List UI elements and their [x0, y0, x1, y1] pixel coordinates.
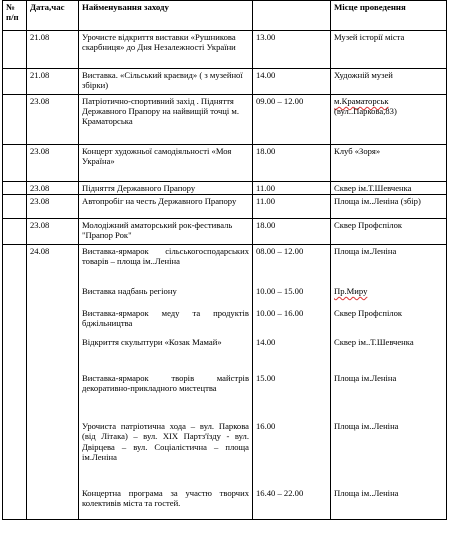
- table-row: [3, 145, 447, 182]
- header-row: [3, 1, 447, 31]
- row-time: 09.00 – 12.00: [253, 95, 331, 145]
- row-place: Сквер ім.Т.Шевченка: [331, 182, 447, 195]
- list-item-event: Виставка-ярмарок меду та продуктів бджільництва: [82, 308, 249, 329]
- list-item-place: Площа ім..Леніна: [334, 421, 399, 432]
- row-date: 21.08: [27, 31, 79, 69]
- row-time: 11.00: [253, 182, 331, 195]
- row-place-list: [331, 245, 447, 520]
- schedule-document: [2, 0, 447, 520]
- row-event: Урочисте відкриття виставки «Рушникова скарбниця» до Дня Незалежності України: [79, 31, 253, 69]
- row-time: 11.00: [253, 195, 331, 219]
- row-place: Сквер Профспілок: [331, 219, 447, 245]
- row-event: Підняття Державного Прапору: [79, 182, 253, 195]
- row-event: Виставка. «Сільський краєвид» ( з музейної збірки): [79, 69, 253, 95]
- list-item-time: 14.00: [256, 337, 276, 348]
- row-event-list: [79, 245, 253, 520]
- list-item-event: Урочиста патріотична хода – вул. Паркова (від Літака) – вул. ХІХ Партз'їзду - вул. Двірцева – вул. Соціалістична – площа ім.Леніна: [82, 421, 249, 462]
- row-place: Художній музей: [331, 69, 447, 95]
- list-item-event: Виставка надбань регіону: [82, 286, 177, 297]
- row-place: [331, 95, 447, 145]
- list-item-time: 10.00 – 16.00: [256, 308, 304, 319]
- row-place: Площа ім..Леніна (збір): [331, 195, 447, 219]
- row-event: Концерт художньої самодіяльності «Моя Україна»: [79, 145, 253, 182]
- row-event: Автопробіг на честь Державного Прапору: [79, 195, 253, 219]
- list-item-event: Концертна програма за участю творчих колективів міста та гостей.: [82, 488, 249, 509]
- header-number: № п/п: [3, 1, 27, 31]
- table-row: [3, 245, 447, 520]
- row-time: 13.00: [253, 31, 331, 69]
- events-table: [2, 0, 447, 520]
- list-item-place: Сквер Профспілок: [334, 308, 403, 319]
- row-time: 14.00: [253, 69, 331, 95]
- row-date: 24.08: [27, 245, 79, 520]
- row-event: Молодіжний аматорський рок-фестиваль "Прапор Рок": [79, 219, 253, 245]
- list-item-event: Виставка-ярмарок сільськогосподарських товарів – площа ім..Леніна: [82, 246, 249, 267]
- list-item-event: Відкриття скульптури «Козак Мамай»: [82, 337, 222, 348]
- header-time: [253, 1, 331, 31]
- list-item-event: Виставка-ярмарок творів майстрів декоративно-прикладного мистецтва: [82, 373, 249, 394]
- table-row: [3, 31, 447, 69]
- row-place-city: м.Краматорськ: [334, 96, 389, 106]
- row-date: 21.08: [27, 69, 79, 95]
- table-row: [3, 95, 447, 145]
- row-date: 23.08: [27, 219, 79, 245]
- list-item-place: Площа ім.Леніна: [334, 246, 397, 257]
- table-row: [3, 182, 447, 195]
- table-row: [3, 219, 447, 245]
- row-date: 23.08: [27, 182, 79, 195]
- row-place-address: (вул..Паркова,83): [334, 106, 397, 117]
- row-time: 18.00: [253, 219, 331, 245]
- list-item-place: Пр.Миру: [334, 286, 368, 297]
- row-date: 23.08: [27, 145, 79, 182]
- table-row: [3, 195, 447, 219]
- header-event: Найменування заходу: [79, 1, 253, 31]
- row-time: 18.00: [253, 145, 331, 182]
- header-date: Дата,час: [27, 1, 79, 31]
- list-item-time: 16.00: [256, 421, 276, 432]
- list-item-time: 15.00: [256, 373, 276, 384]
- list-item-time: 08.00 – 12.00: [256, 246, 304, 257]
- list-item-place: Площа ім..Леніна: [334, 488, 399, 499]
- table-row: [3, 69, 447, 95]
- row-place: Музей історії міста: [331, 31, 447, 69]
- row-place: Клуб «Зоря»: [331, 145, 447, 182]
- list-item-time: 10.00 – 15.00: [256, 286, 304, 297]
- row-event: Патріотично-спортивний захід . Підняття Державного Прапору на найвищій точці м. Краматорська: [79, 95, 253, 145]
- list-item-place: Площа ім.Леніна: [334, 373, 397, 384]
- row-date: 23.08: [27, 195, 79, 219]
- list-item-time: 16.40 – 22.00: [256, 488, 304, 499]
- list-item-place: Сквер ім..Т.Шевченка: [334, 337, 414, 348]
- header-place: Місце проведення: [331, 1, 447, 31]
- row-date: 23.08: [27, 95, 79, 145]
- row-time-list: [253, 245, 331, 520]
